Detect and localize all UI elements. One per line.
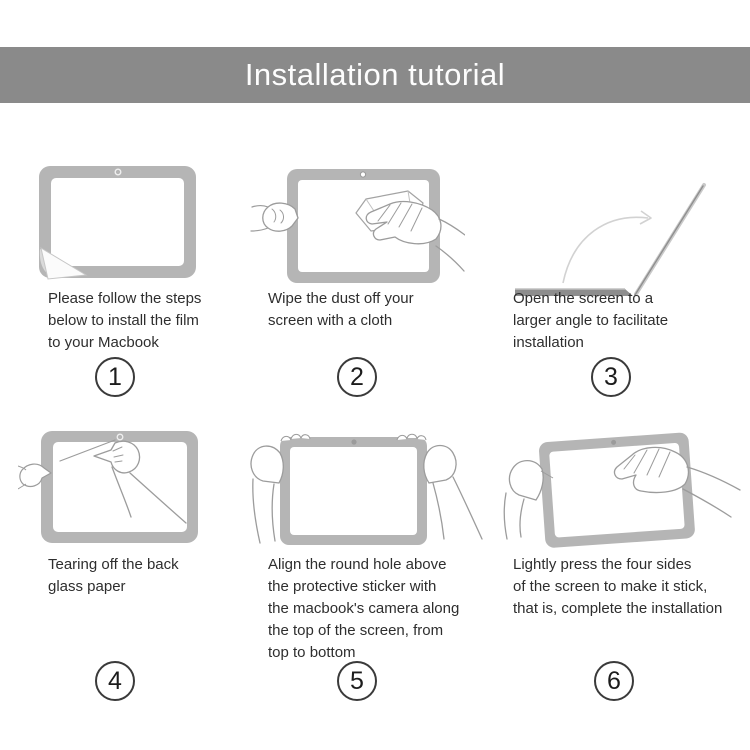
step-number-badge: 3 (591, 357, 631, 397)
step-number-badge: 1 (95, 357, 135, 397)
align-camera-illustration (250, 431, 488, 553)
caption-line: to your Macbook (48, 334, 159, 351)
step-number-badge: 6 (594, 661, 634, 701)
step-2 (248, 155, 488, 415)
caption-line: glass paper (48, 578, 126, 595)
step-number-badge: 5 (337, 661, 377, 701)
press-sides-illustration (500, 429, 745, 555)
caption-line: larger angle to facilitate (513, 312, 669, 329)
caption-line: the protective sticker with (268, 578, 437, 595)
caption-line: of the screen to make it stick, (513, 578, 708, 595)
step-5 (248, 423, 490, 733)
camera-hole-icon (115, 169, 121, 175)
camera-hole-icon (351, 439, 356, 444)
wipe-cloth-illustration (250, 163, 465, 288)
step-caption (513, 288, 668, 354)
step-caption (268, 554, 459, 664)
caption-line: that is, complete the installation (513, 600, 723, 617)
tear-backing-illustration (18, 429, 253, 554)
right-arm-lines (433, 477, 482, 539)
page-title: Installation tutorial (244, 57, 506, 92)
step-1 (15, 155, 250, 415)
caption-line: screen with a cloth (268, 312, 393, 329)
caption-line: the top of the screen, from (268, 622, 444, 639)
macbook-film-peel-illustration (38, 165, 198, 280)
step-number-badge: 4 (95, 661, 135, 701)
left-arm-lines (504, 493, 524, 539)
tablet-screen (51, 178, 184, 266)
caption-line: top to bottom (268, 644, 356, 661)
left-hand-icon (251, 446, 283, 483)
left-arm-lines (253, 479, 275, 543)
step-4 (15, 423, 255, 733)
caption-line: Please follow the steps (48, 290, 202, 307)
right-hand-icon (424, 446, 456, 484)
caption-line: Open the screen to a (513, 290, 654, 307)
header-bar (0, 47, 750, 103)
caption-line: installation (513, 334, 584, 351)
step-caption (268, 288, 414, 332)
step-number-badge: 2 (337, 357, 377, 397)
caption-line: Wipe the dust off your (268, 290, 414, 307)
holding-hand-icon (509, 461, 543, 500)
open-angle-arrow-icon (563, 217, 648, 283)
camera-hole-icon (117, 434, 123, 440)
step-caption (48, 554, 179, 598)
camera-hole-icon (360, 172, 365, 177)
caption-line: Align the round hole above (268, 556, 447, 573)
tablet-screen (290, 447, 417, 535)
caption-line: Tearing off the back (48, 556, 179, 573)
step-caption (513, 554, 722, 620)
caption-line: Lightly press the four sides (513, 556, 692, 573)
step-caption (48, 288, 201, 354)
step-6 (493, 423, 750, 733)
caption-line: below to install the film (48, 312, 199, 329)
step-3 (498, 155, 746, 415)
caption-line: the macbook's camera along (268, 600, 460, 617)
open-laptop-illustration (505, 163, 740, 308)
